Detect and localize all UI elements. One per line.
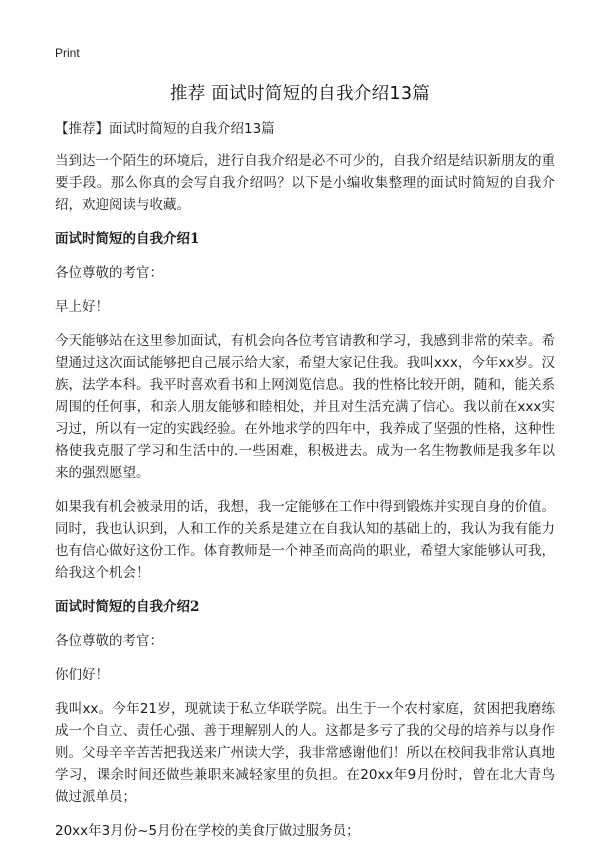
paragraph: 如果我有机会被录用的话，我想，我一定能够在工作中得到锻炼并实现自身的价值。同时，我也认识到，人和工作的关系是建立在自我认知的基础上的，我认为我有能力也有信心做好这份工作。体育教师是一个神圣而高尚的职业，希望大家能够认可我，给我这个机会！ xyxy=(55,499,555,581)
paragraph: 各位尊敬的考官： xyxy=(55,633,163,649)
paragraph: 我叫xx。今年21岁，现就读于私立华联学院。出生于一个农村家庭，贫困把我磨练成一个自立、责任心强、善于理解别人的人。这都是多亏了我的父母的培养与以身作则。父母辛辛苦苦把我送来广州读大学，我非常感谢他们！所以在校间我非常认真地学习，课余时间还做些兼职来减轻家里的负担。在20xx年9月份时，曾在北大青鸟做过派单员； xyxy=(55,701,555,805)
recommend-line: 【推荐】面试时简短的自我介绍13篇 xyxy=(55,121,275,137)
intro-paragraph: 当到达一个陌生的环境后，进行自我介绍是必不可少的，自我介绍是结识新朋友的重要手段。那么你真的会写自我介绍吗？以下是小编收集整理的面试时简短的自我介绍，欢迎阅读与收藏。 xyxy=(55,153,555,213)
print-label: Print xyxy=(55,46,80,60)
section-heading: 面试时简短的自我介绍1 xyxy=(55,231,200,247)
paragraph: 早上好！ xyxy=(55,299,109,315)
paragraph: 各位尊敬的考官： xyxy=(55,265,163,281)
paragraph: 20xx年3月份~5月份在学校的美食厅做过服务员； xyxy=(55,823,360,839)
section-heading: 面试时简短的自我介绍2 xyxy=(55,599,200,615)
page-title: 推荐 面试时简短的自我介绍13篇 xyxy=(169,84,431,104)
article-body xyxy=(55,118,555,854)
paragraph: 你们好！ xyxy=(55,667,109,683)
paragraph: 今天能够站在这里参加面试，有机会向各位考官请教和学习，我感到非常的荣幸。希望通过这次面试能够把自己展示给大家，希望大家记住我。我叫xxx，今年xx岁。汉族，法学本科。我平时喜欢看书和上网浏览信息。我的性格比较开朗，随和，能关系周围的任何事，和亲人朋友能够和睦相处，并且对生活充满了信心。我以前在xxx实习过，所以有一定的实践经验。在外地求学的四年中，我养成了坚强的性格，这种性格使我克服了学习和生活中的.一些困难，积极进去。成为一名生物教师是我多年以来的强烈愿望。 xyxy=(55,333,555,481)
